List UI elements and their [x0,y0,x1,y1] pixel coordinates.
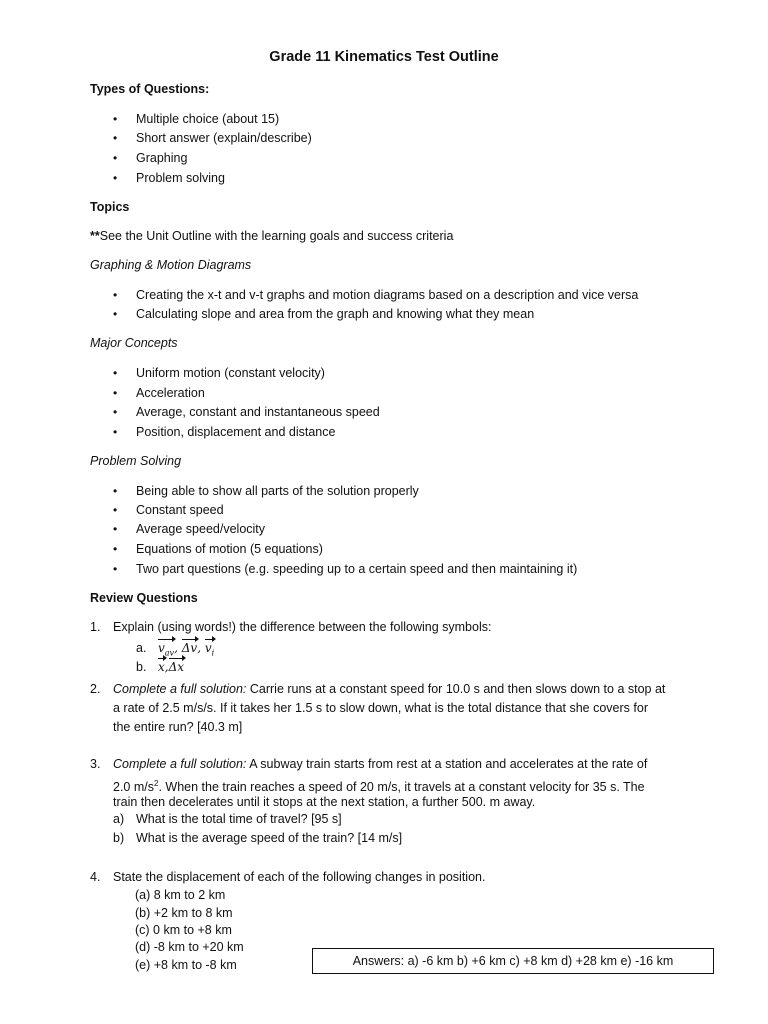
list-item: • Graphing [113,151,188,165]
list-item: • Short answer (explain/describe) [113,131,312,145]
question-1: 1. Explain (using words!) the difference between the following symbols: [90,620,492,634]
answers-box: Answers: a) -6 km b) +6 km c) +8 km d) +28 km e) -16 km [312,948,714,974]
list-item: • Position, displacement and distance [113,425,336,439]
question-3a: a) What is the total time of travel? [95 s] [113,812,342,826]
list-item: • Uniform motion (constant velocity) [113,366,325,380]
question-3b: b) What is the average speed of the train? [14 m/s] [113,831,403,845]
list-item: • Average speed/velocity [113,522,266,536]
list-item: • Equations of motion (5 equations) [113,542,323,556]
question-3: 3. Complete a full solution: A subway train starts from rest at a station and accelerates at the rate of [90,757,648,771]
list-item: • Problem solving [113,171,225,185]
list-item: • Average, constant and instantaneous speed [113,405,380,419]
topics-note: **See the Unit Outline with the learning goals and success criteria [90,229,454,243]
question-2: 2. Complete a full solution: Carrie runs at a constant speed for 10.0 s and then slows down to a stop at [90,682,666,696]
list-item: • Calculating slope and area from the graph and knowing what they mean [113,307,535,321]
types-heading: Types of Questions: [90,82,210,96]
question-1a-label: a. [136,641,147,655]
question-1a-symbols: $v_{av}$, Δv, $v_i$ [158,641,214,660]
list-item: • Multiple choice (about 15) [113,112,280,126]
list-item: • Constant speed [113,503,224,517]
question-2-line: a rate of 2.5 m/s/s. If it takes her 1.5 s to slow down, what is the total distance that she covers for [113,701,648,715]
topics-heading: Topics [90,200,130,214]
question-1b-label: b. [136,660,147,674]
list-item: • Being able to show all parts of the solution properly [113,484,419,498]
list-item: (c) 0 km to +8 km [135,923,232,937]
question-4: 4. State the displacement of each of the following changes in position. [90,870,486,884]
question-1b-symbols: x,Δx [158,660,185,674]
list-item: • Two part questions (e.g. speeding up to a certain speed and then maintaining it) [113,562,578,576]
list-item: (e) +8 km to -8 km [135,958,237,972]
list-item: (d) -8 km to +20 km [135,940,244,954]
list-item: • Creating the x-t and v-t graphs and motion diagrams based on a description and vice versa [113,288,639,302]
review-heading: Review Questions [90,591,198,605]
list-item: (a) 8 km to 2 km [135,888,226,902]
graphing-heading: Graphing & Motion Diagrams [90,258,252,272]
question-2-line: the entire run? [40.3 m] [113,720,243,734]
problem-heading: Problem Solving [90,454,182,468]
document-title: Grade 11 Kinematics Test Outline [269,49,499,65]
list-item: • Acceleration [113,386,205,400]
list-item: (b) +2 km to 8 km [135,906,233,920]
concepts-heading: Major Concepts [90,336,178,350]
question-3-line: 2.0 $m/s^2$. When the train reaches a speed of 20 m/s, it travels at a constant velocity for 35 s. The [113,779,645,795]
question-3-line: train then decelerates until it stops at the next station, a further 500. m away. [113,795,536,809]
